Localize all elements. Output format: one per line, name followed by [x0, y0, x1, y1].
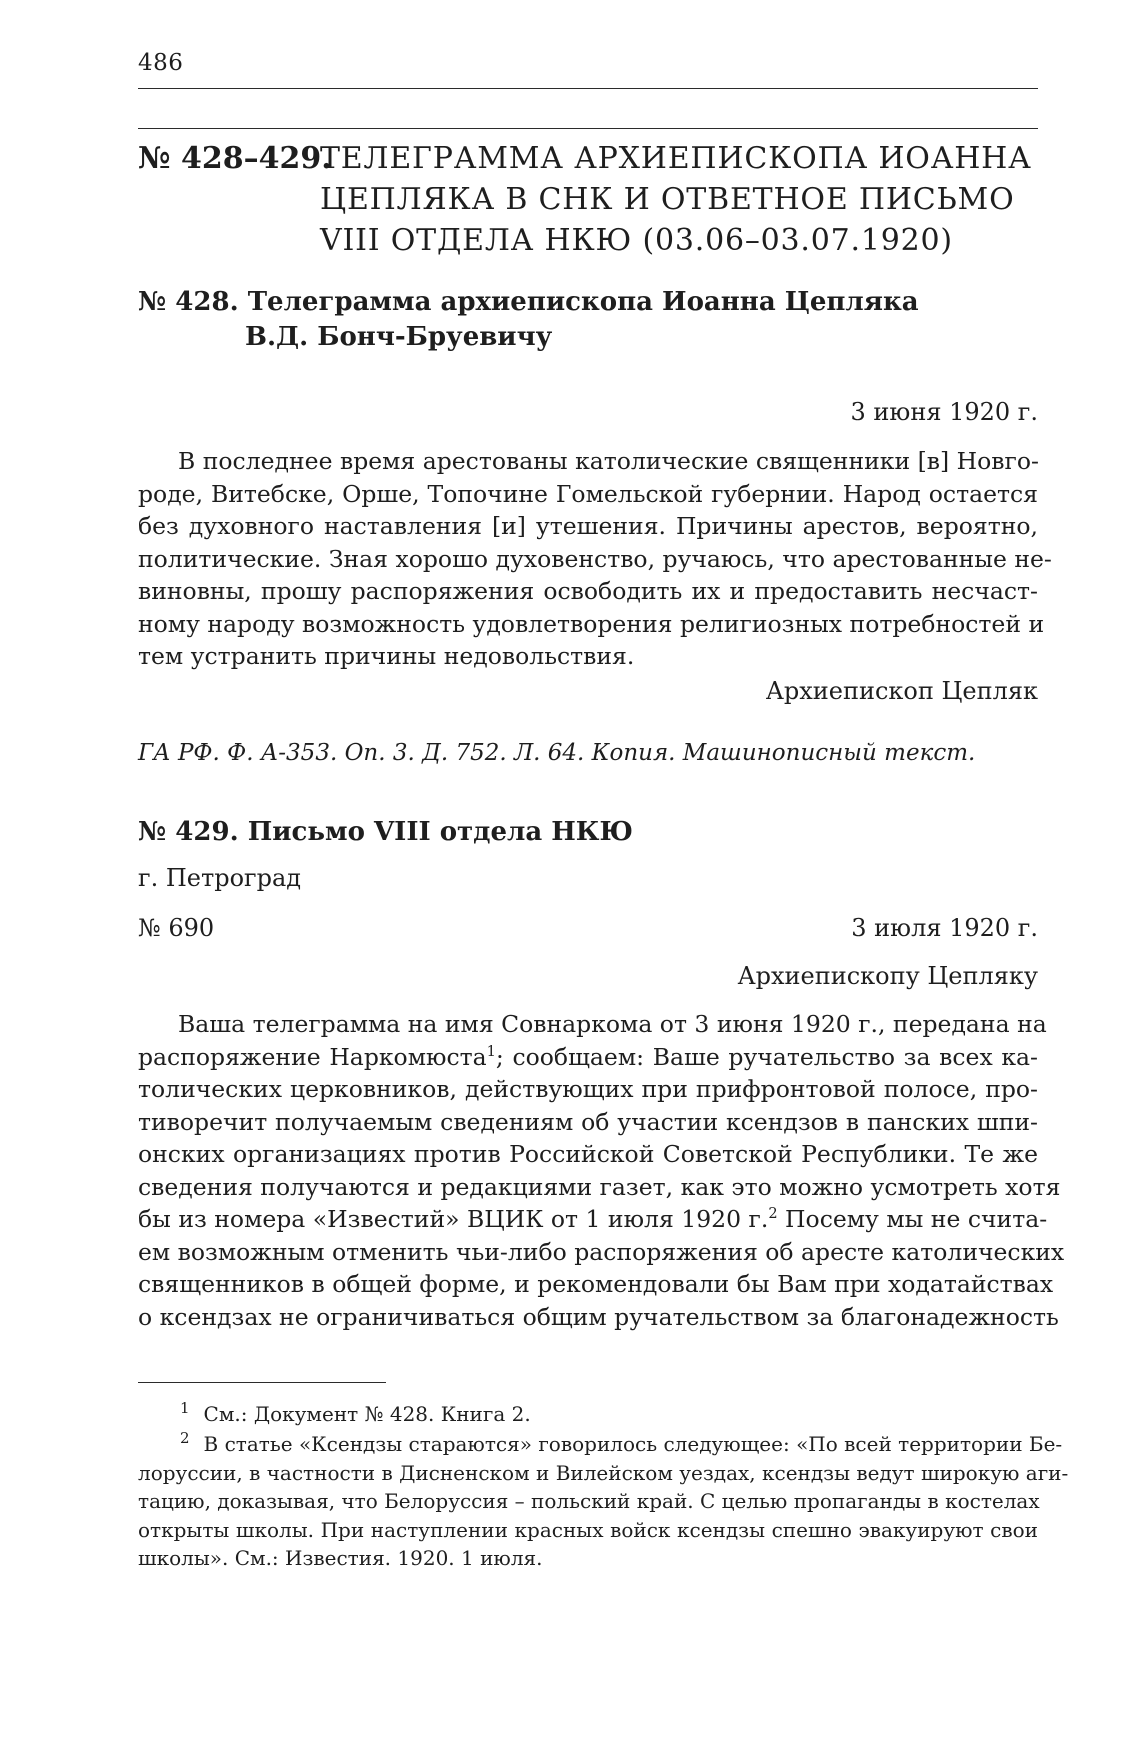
- header-rule: [138, 88, 1038, 89]
- archive-source: ГА РФ. Ф. А-353. Оп. 3. Д. 752. Л. 64. Копия. Машинописный текст.: [138, 740, 976, 766]
- doc429-date: 3 июля 1920 г.: [851, 914, 1038, 942]
- text-line: без духовного наставления [и] утешения. Причины арестов, вероятно,: [138, 512, 1038, 540]
- doc428-heading: [138, 285, 919, 355]
- doc428-heading-line: В.Д. Бонч-Бруевичу: [245, 322, 553, 352]
- footnote-line: $^1$ См.: Документ № 428. Книга 2.: [180, 1399, 531, 1426]
- footnote-mark: 2: [180, 1429, 190, 1448]
- text-line: тиворечит получаемым сведениям об участии ксендзов в панских шпи-: [138, 1107, 1038, 1136]
- text-line: Ваша телеграмма на имя Совнаркома от 3 июня 1920 г., передана на: [178, 1010, 1047, 1038]
- footnote-line: открыты школы. При наступлении красных войск ксендзы спешно эвакуируют свои: [138, 1517, 1038, 1542]
- footnote-mark: 1: [180, 1399, 190, 1418]
- footnote-2: [138, 1429, 1069, 1573]
- page-number: 486: [138, 50, 184, 76]
- text-line: ному народу возможность удовлетворения религиозных потребностей и: [138, 609, 1045, 638]
- footnote-rule: [138, 1382, 386, 1383]
- text-line: распоряжение Наркомюста$^1$; сообщаем: Ваше ручательство за всех ка-: [138, 1042, 1039, 1071]
- text-line: онских организациях против Российской Советской Республики. Те же: [138, 1140, 1038, 1168]
- doc429-addressee: Архиепископу Цепляку: [737, 962, 1038, 990]
- text-line: сведения получаются и редакциями газет, как это можно усмотреть хотя: [138, 1172, 1061, 1201]
- doc429-heading: № 429. Письмо VIII отдела НКЮ: [138, 817, 633, 847]
- text-line: священников в общей форме, и рекомендовали бы Вам при ходатайствах: [138, 1270, 1054, 1298]
- doc428-signature: Архиепископ Цепляк: [765, 677, 1038, 705]
- text-line: толических церковников, действующих при прифронтовой полосе, про-: [138, 1075, 1038, 1103]
- section-title-line: ЦЕПЛЯКА В СНК И ОТВЕТНОЕ ПИСЬМО: [320, 182, 1015, 217]
- footnote-line: школы». См.: Известия. 1920. 1 июля.: [138, 1546, 543, 1570]
- footnote-line: лоруссии, в частности в Дисненском и Вилейском уездах, ксендзы ведут широкую аги-: [138, 1460, 1069, 1485]
- doc428-date: 3 июня 1920 г.: [850, 398, 1038, 426]
- text-line: о ксендзах не ограничиваться общим ручательством за благонадежность: [138, 1302, 1059, 1331]
- footnote-ref[interactable]: 1: [486, 1042, 496, 1060]
- footnote-1: [138, 1400, 1038, 1429]
- text-line: бы из номера «Известий» ВЦИК от 1 июля 1920 г.$^2$ Посему мы не счита-: [138, 1205, 1048, 1233]
- section-title-text: [320, 138, 1040, 261]
- doc429-body: [138, 1008, 1065, 1333]
- doc429-number: № 690: [138, 914, 215, 942]
- doc429-place: г. Петроград: [138, 864, 302, 892]
- footnote-ref[interactable]: 2: [768, 1205, 778, 1223]
- text-line: В последнее время арестованы католические священники [в] Новго-: [178, 447, 1039, 475]
- text-line: политические. Зная хорошо духовенство, ручаюсь, что арестованные не-: [138, 544, 1052, 573]
- text-line: роде, Витебске, Орше, Топочине Гомельской губернии. Народ остается: [138, 479, 1038, 508]
- section-title-line: ТЕЛЕГРАММА АРХИЕПИСКОПА ИОАННА: [320, 141, 1032, 176]
- text-line: ем возможным отменить чьи-либо распоряжения об аресте католических: [138, 1237, 1065, 1266]
- footnote-line: тацию, доказывая, что Белоруссия – польский край. С целью пропаганды в костелах: [138, 1489, 1040, 1513]
- footnote-line: $^2$ В статье «Ксендзы стараются» говорилось следующее: «По всей территории Бе-: [180, 1429, 1063, 1456]
- section-title-line: VIII ОТДЕЛА НКЮ (03.06–03.07.1920): [320, 223, 953, 258]
- doc428-body: [138, 445, 1052, 673]
- section-number: № 428–429.: [138, 141, 332, 176]
- text-line: тем устранить причины недовольствия.: [138, 642, 635, 670]
- doc428-heading-line: № 428. Телеграмма архиепископа Иоанна Цепляка: [138, 287, 919, 317]
- text-line: виновны, прошу распоряжения освободить их и предоставить несчаст-: [138, 577, 1038, 605]
- title-rule: [138, 128, 1038, 129]
